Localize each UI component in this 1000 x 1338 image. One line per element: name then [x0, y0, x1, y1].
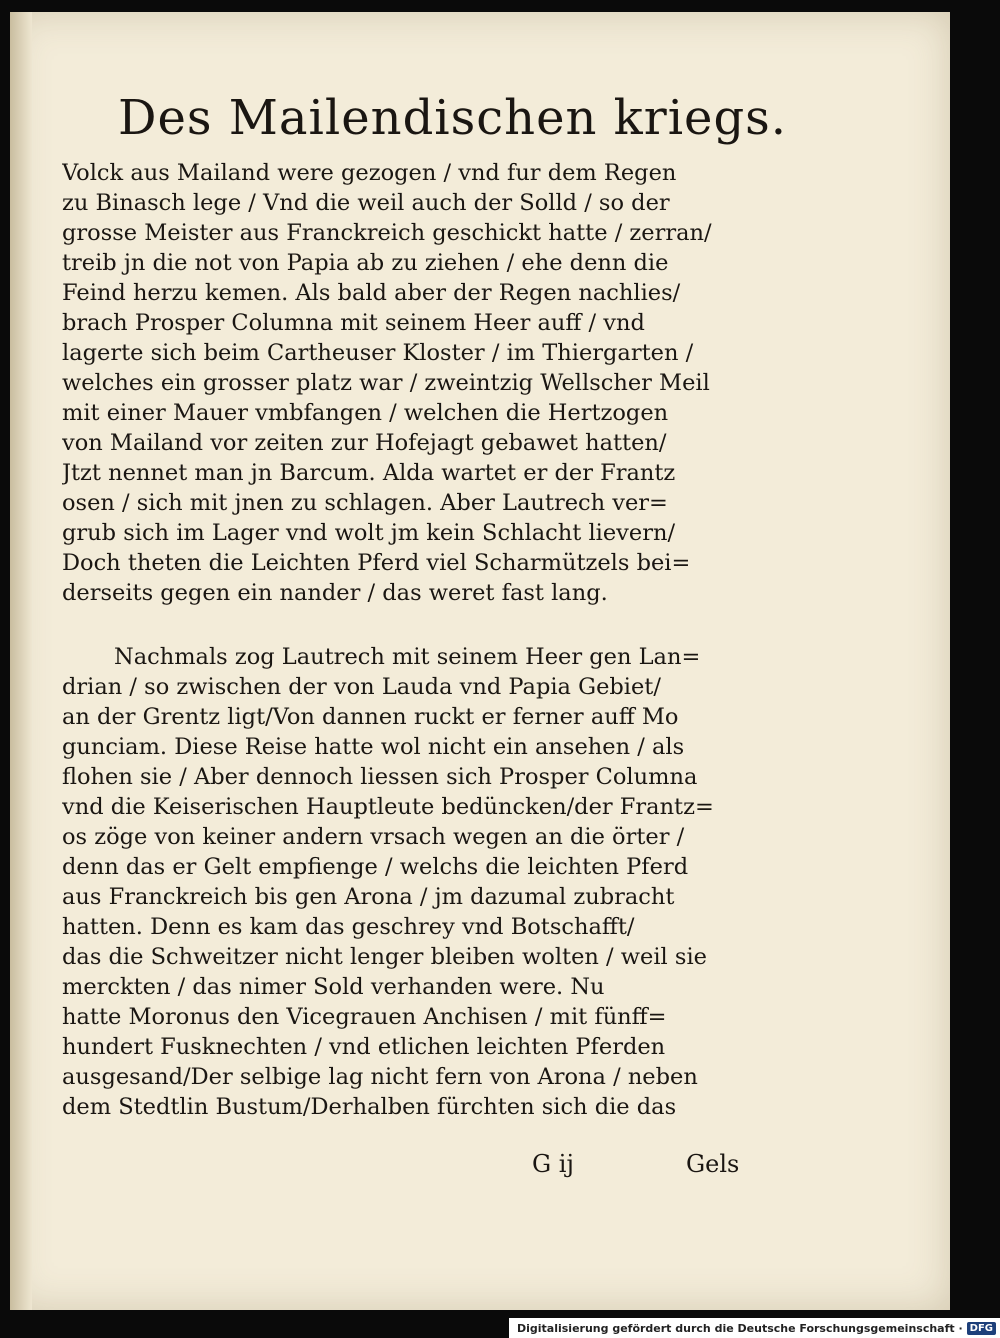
text-line: gunciam. Diese Reise hatte wol nicht ein ansehen / als — [62, 734, 685, 760]
text-line: grub sich im Lager vnd wolt jm kein Schlacht lievern/ — [62, 520, 676, 546]
credit-text: Digitalisierung gefördert durch die Deutsche Forschungsgemeinschaft · — [516, 1321, 963, 1335]
text-line: derseits gegen ein nander / das weret fast lang. — [62, 580, 608, 606]
text-line: os zöge von keiner andern vrsach wegen an die örter / — [62, 824, 685, 850]
text-line: lagerte sich beim Cartheuser Kloster / im Thiergarten / — [62, 340, 694, 366]
text-line: osen / sich mit jnen zu schlagen. Aber Lautrech ver= — [62, 490, 668, 516]
text-line: Doch theten die Leichten Pferd viel Scharmützels bei= — [62, 550, 691, 576]
paragraph-spacer — [62, 608, 782, 642]
text-line: ausgesand/Der selbige lag nicht fern von Arona / neben — [62, 1064, 698, 1090]
text-line: treib jn die not von Papia ab zu ziehen / ehe denn die — [62, 250, 669, 276]
text-line: brach Prosper Columna mit seinem Heer auff / vnd — [62, 310, 645, 336]
paragraph-2 — [62, 642, 782, 1122]
text-line: denn das er Gelt empfienge / welchs die leichten Pferd — [62, 854, 689, 880]
text-line: merckten / das nimer Sold verhanden were. Nu — [62, 974, 605, 1000]
text-line: grosse Meister aus Franckreich geschickt hatte / zerran/ — [62, 220, 712, 246]
dfg-logo-icon: DFG — [967, 1322, 996, 1335]
text-line: Jtzt nennet man jn Barcum. Alda wartet er der Frantz — [62, 460, 676, 486]
text-line: vnd die Keiserischen Hauptleute bedüncken/der Frantz= — [62, 794, 714, 820]
text-line: zu Binasch lege / Vnd die weil auch der Solld / so der — [62, 190, 670, 216]
signature-mark: G ij — [532, 1150, 574, 1178]
text-line: Feind herzu kemen. Als bald aber der Regen nachlies/ — [62, 280, 681, 306]
body-text — [62, 158, 782, 1122]
text-line: welches ein grosser platz war / zweintzig Wellscher Meil — [62, 370, 710, 396]
running-head: Des Mailendischen kriegs. — [118, 90, 788, 146]
text-line: mit einer Mauer vmbfangen / welchen die Hertzogen — [62, 400, 669, 426]
text-line: das die Schweitzer nicht lenger bleiben wolten / weil sie — [62, 944, 707, 970]
text-line: hundert Fusknechten / vnd etlichen leichten Pferden — [62, 1034, 666, 1060]
text-line: dem Stedtlin Bustum/Derhalben fürchten sich die das — [62, 1094, 677, 1120]
text-line: drian / so zwischen der von Lauda vnd Papia Gebiet/ — [62, 674, 661, 700]
text-line: Volck aus Mailand were gezogen / vnd fur dem Regen — [62, 160, 677, 186]
text-line: aus Franckreich bis gen Arona / jm dazumal zubracht — [62, 884, 675, 910]
book-page — [10, 12, 950, 1310]
text-line: hatte Moronus den Vicegrauen Anchisen / mit fünff= — [62, 1004, 667, 1030]
paragraph-1 — [62, 158, 782, 608]
catchword: Gels — [686, 1150, 740, 1178]
text-line: flohen sie / Aber dennoch liessen sich Prosper Columna — [62, 764, 698, 790]
digitization-credit — [509, 1318, 1000, 1338]
page-gutter — [10, 12, 32, 1310]
text-line: hatten. Denn es kam das geschrey vnd Botschafft/ — [62, 914, 635, 940]
text-line: von Mailand vor zeiten zur Hofejagt gebawet hatten/ — [62, 430, 667, 456]
text-line: Nachmals zog Lautrech mit seinem Heer gen Lan= — [114, 644, 701, 670]
text-line: an der Grentz ligt/Von dannen ruckt er ferner auff Mo — [62, 704, 679, 730]
